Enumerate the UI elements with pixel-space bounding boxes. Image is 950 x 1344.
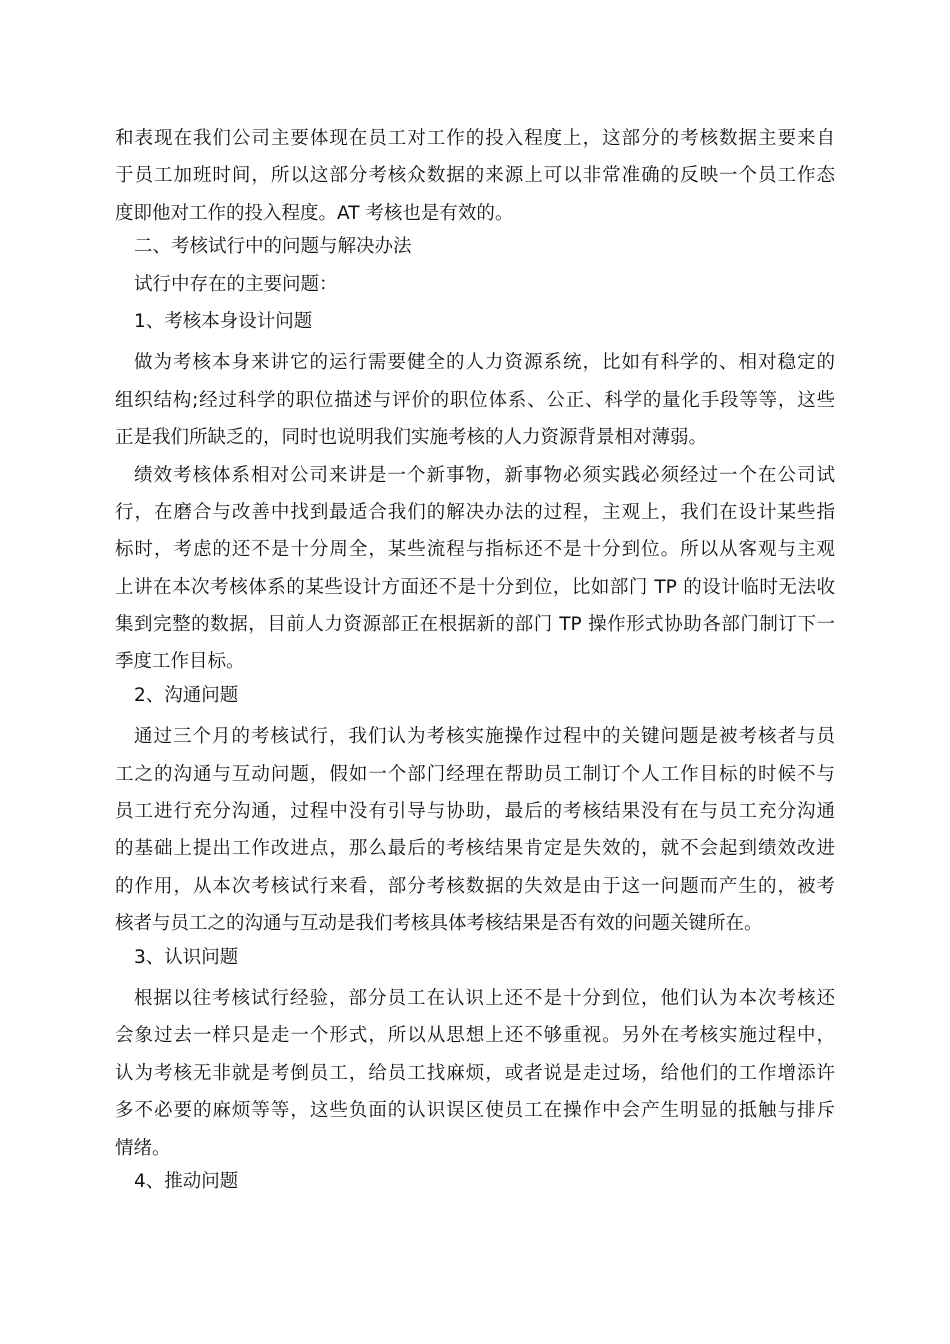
paragraph-line: 于员工加班时间，所以这部分考核众数据的来源上可以非常准确的反映一个员工作态 bbox=[115, 165, 835, 187]
paragraph-line: 核者与员工之的沟通与互动是我们考核具体考核结果是否有效的问题关键所在。 bbox=[115, 913, 763, 935]
paragraph bbox=[115, 457, 835, 681]
paragraph bbox=[115, 980, 835, 1167]
paragraph-line: 会象过去一样只是走一个形式，所以从思想上还不够重视。另外在考核实施过程中， bbox=[115, 1025, 835, 1047]
paragraph-line: 认为考核无非就是考倒员工，给员工找麻烦，或者说是走过场，给他们的工作增添许 bbox=[115, 1062, 835, 1084]
paragraph-line: 度即他对工作的投入程度。AT 考核也是有效的。 bbox=[115, 202, 514, 224]
paragraph-line: 集到完整的数据，目前人力资源部正在根据新的部门 TP 操作形式协助各部门制订下一 bbox=[115, 614, 835, 636]
paragraph-line: 组织结构;经过科学的职位描述与评价的职位体系、公正、科学的量化手段等等，这些 bbox=[115, 389, 835, 411]
paragraph-line: 上讲在本次考核体系的某些设计方面还不是十分到位，比如部门 TP 的设计临时无法收 bbox=[115, 576, 835, 598]
paragraph-line: 做为考核本身来讲它的运行需要健全的人力资源系统，比如有科学的、相对稳定的 bbox=[134, 352, 835, 374]
paragraph-line: 情绪。 bbox=[115, 1137, 171, 1159]
paragraph bbox=[115, 120, 835, 232]
subsection-heading: 3、认识问题 bbox=[134, 946, 239, 968]
paragraph-line: 季度工作目标。 bbox=[115, 651, 245, 673]
paragraph-line: 通过三个月的考核试行，我们认为考核实施操作过程中的关键问题是被考核者与员 bbox=[134, 726, 835, 748]
paragraph-line: 和表现在我们公司主要体现在员工对工作的投入程度上，这部分的考核数据主要来自 bbox=[115, 128, 835, 149]
paragraph-line: 标时，考虑的还不是十分周全，某些流程与指标还不是十分到位。所以从客观与主观 bbox=[115, 539, 835, 561]
paragraph-line: 多不必要的麻烦等等，这些负面的认识误区使员工在操作中会产生明显的抵触与排斥 bbox=[115, 1100, 835, 1122]
paragraph-line: 工之的沟通与互动问题，假如一个部门经理在帮助员工制订个人工作目标的时候不与 bbox=[115, 763, 835, 785]
document-body bbox=[115, 120, 835, 1204]
paragraph-line: 的作用，从本次考核试行来看，部分考核数据的失效是由于这一问题而产生的，被考 bbox=[115, 875, 835, 897]
paragraph-line: 员工进行充分沟通，过程中没有引导与协助，最后的考核结果没有在与员工充分沟通 bbox=[115, 801, 835, 823]
subsection-heading: 4、推动问题 bbox=[134, 1170, 239, 1192]
paragraph bbox=[115, 344, 835, 456]
paragraph-line: 根据以往考核试行经验，部分员工在认识上还不是十分到位，他们认为本次考核还 bbox=[134, 987, 835, 1009]
section-heading: 二、考核试行中的问题与解决办法 bbox=[134, 236, 412, 258]
paragraph-line: 的基础上提出工作改进点，那么最后的考核结果肯定是失效的，就不会起到绩效改进 bbox=[115, 838, 835, 860]
paragraph-line: 行，在磨合与改善中找到最适合我们的解决办法的过程，主观上，我们在设计某些指 bbox=[115, 501, 835, 523]
paragraph-line: 正是我们所缺乏的，同时也说明我们实施考核的人力资源背景相对薄弱。 bbox=[115, 427, 708, 449]
subsection-heading: 2、沟通问题 bbox=[134, 684, 239, 706]
paragraph bbox=[115, 718, 835, 942]
paragraph-line: 绩效考核体系相对公司来讲是一个新事物，新事物必须实践必须经过一个在公司试 bbox=[134, 464, 835, 486]
subsection-heading: 试行中存在的主要问题： bbox=[134, 273, 338, 295]
subsection-heading: 1、考核本身设计问题 bbox=[134, 310, 313, 332]
